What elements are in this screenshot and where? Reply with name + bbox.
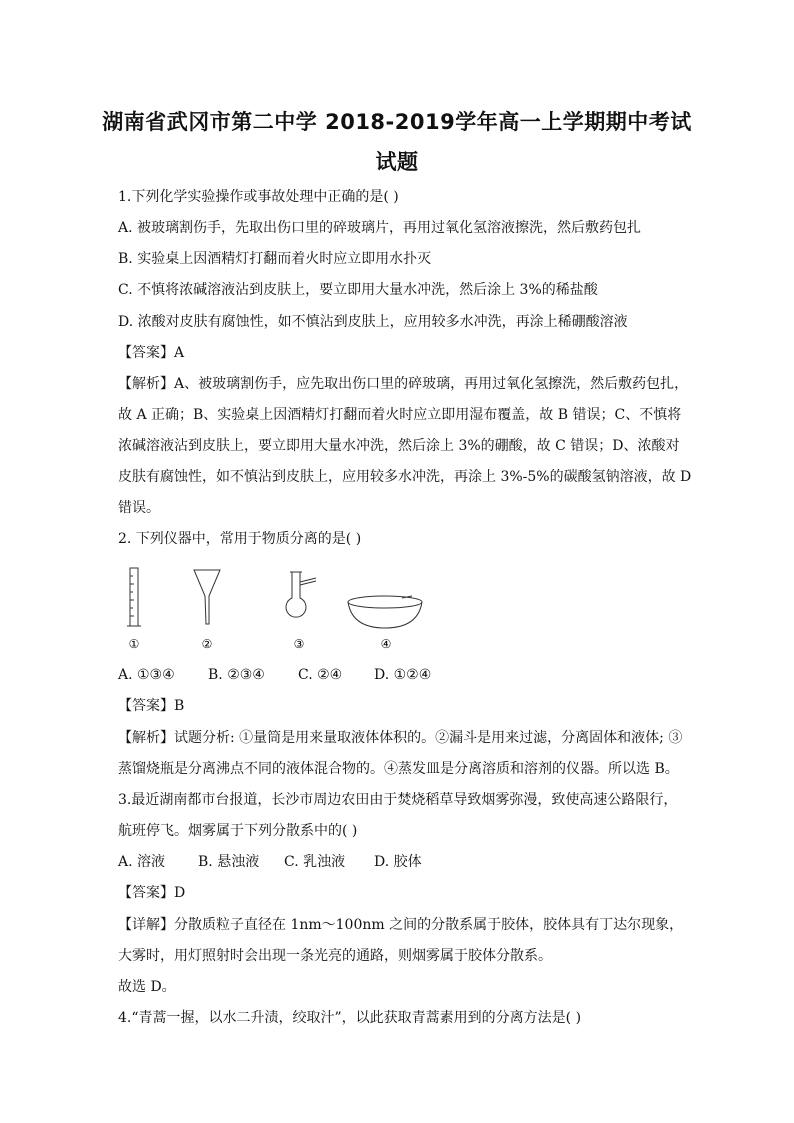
question-3-answer: 【答案】D — [118, 885, 186, 901]
question-2-options — [118, 666, 431, 684]
lab-apparatus-figure — [120, 562, 460, 654]
question-4-stem: 4.“青蒿一握，以水二升渍，绞取汁”，以此获取青蒿素用到的分离方法是( ) — [118, 1010, 582, 1026]
question-3-analysis-line: 【详解】分散质粒子直径在 1nm～100nm 之间的分散系属于胶体，胶体具有丁达尔现象， — [118, 917, 684, 933]
question-1-answer: 【答案】A — [118, 345, 185, 361]
evaporating-dish-icon — [348, 596, 422, 628]
question-1-analysis-line: 错误。 — [118, 500, 160, 516]
question-2-answer: 【答案】B — [118, 698, 185, 714]
title-line-2: 试题 — [375, 150, 419, 174]
question-1-option-c: C. 不慎将浓碱溶液沾到皮肤上，要立即用大量水冲洗，然后涂上 3%的稀盐酸 — [118, 282, 598, 298]
question-2-option-b: B. ②③④ — [208, 667, 265, 683]
question-1-analysis-line: 浓碱溶液沾到皮肤上，要立即用大量水冲洗，然后涂上 3%的硼酸，故 C 错误；D、浓酸对 — [118, 438, 680, 454]
question-1-option-d: D. 浓酸对皮肤有腐蚀性，如不慎沾到皮肤上，应用较多水冲洗，再涂上稀硼酸溶液 — [118, 314, 628, 330]
title-line-1: 湖南省武冈市第二中学 2018-2019学年高一上学期期中考试 — [102, 110, 692, 134]
figure-label-4: ④ — [380, 637, 392, 651]
question-2-option-d: D. ①②④ — [374, 667, 432, 683]
question-3-analysis-line: 故选 D。 — [118, 979, 176, 995]
question-3-stem-line: 3.最近湖南都市台报道，长沙市周边农田由于焚烧稻草导致烟雾弥漫，致使高速公路限行， — [118, 792, 678, 808]
question-3-option-a: A. 溶液 — [118, 854, 166, 870]
question-1-analysis-line: 【解析】A、被玻璃割伤手，应先取出伤口里的碎玻璃，再用过氧化氢擦洗，然后敷药包扎， — [118, 376, 689, 392]
question-1-analysis-line: 皮肤有腐蚀性，如不慎沾到皮肤上，应用较多水冲洗，再涂上 3%-5%的碳酸氢钠溶液，故 D — [118, 469, 692, 485]
question-3-option-c: C. 乳浊液 — [284, 854, 346, 870]
question-1-option-a: A. 被玻璃割伤手，先取出伤口里的碎玻璃片，再用过氧化氢溶液擦洗，然后敷药包扎 — [118, 220, 642, 236]
figure-label-2: ② — [201, 637, 213, 651]
question-1-stem: 1.下列化学实验操作或事故处理中正确的是( ) — [118, 189, 399, 205]
question-2-option-a: A. ①③④ — [118, 667, 175, 683]
figure-label-1: ① — [128, 637, 140, 651]
question-2-analysis-line: 蒸馏烧瓶是分离沸点不同的液体混合物的。④蒸发皿是分离溶质和溶剂的仪器。所以选 B。 — [118, 761, 679, 777]
question-3-analysis-line: 大雾时，用灯照射时会出现一条光亮的通路，则烟雾属于胶体分散系。 — [118, 948, 552, 964]
question-2-analysis-line: 【解析】试题分析: ①量筒是用来量取液体体积的。②漏斗是用来过滤，分离固体和液体; ③ — [118, 730, 683, 746]
funnel-icon — [194, 570, 220, 624]
question-2-stem: 2. 下列仪器中，常用于物质分离的是( ) — [118, 531, 362, 547]
distillation-flask-icon — [286, 572, 316, 617]
question-1-analysis-line: 故 A 正确；B、实验桌上因酒精灯打翻而着火时应立即用湿布覆盖，故 B 错误；C、不慎将 — [118, 407, 682, 423]
question-3-option-d: D. 胶体 — [374, 854, 422, 870]
question-2-option-c: C. ②④ — [298, 667, 343, 683]
graduated-cylinder-icon — [127, 568, 141, 626]
question-1-option-b: B. 实验桌上因酒精灯打翻而着火时应立即用水扑灭 — [118, 251, 432, 267]
question-3-options — [118, 853, 422, 871]
figure-label-3: ③ — [293, 637, 305, 651]
question-3-stem-line: 航班停飞。烟雾属于下列分散系中的( ) — [118, 823, 358, 839]
question-3-option-b: B. 悬浊液 — [198, 854, 260, 870]
